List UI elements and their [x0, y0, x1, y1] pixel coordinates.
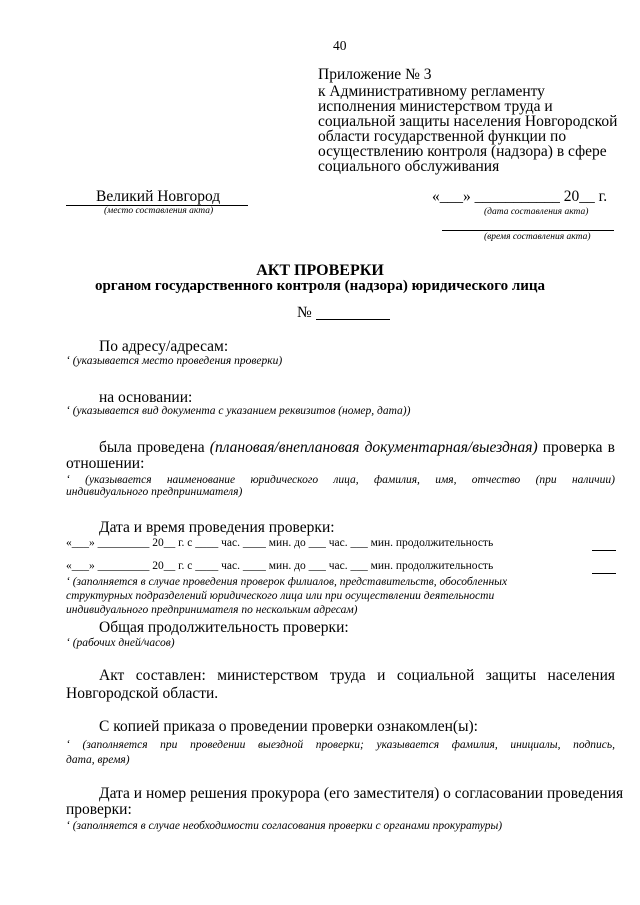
- time-caption: (время составления акта): [484, 232, 591, 242]
- order-copy-note: ‘ (заполняется при проведении выездной проверки; указывается фамилия, инициалы, подпись, дата, время): [66, 739, 615, 766]
- total-duration-note: ‘ (рабочих дней/часов): [66, 637, 175, 649]
- date-field[interactable]: [432, 188, 607, 206]
- date-day-blank: ___: [439, 188, 463, 205]
- date-caption: (дата составления акта): [484, 207, 589, 217]
- appendix-title: Приложение № 3: [318, 66, 432, 83]
- appendix-line: социальной защиты населения Новгородской: [318, 113, 618, 130]
- order-copy-note-line2: дата, время): [66, 754, 130, 766]
- datetime-row1[interactable]: «___» _________ 20__ г. с ____ час. ____ мин. до ___ час. ___ мин. продолжительность: [66, 537, 494, 549]
- appendix-line: к Административному регламенту: [318, 83, 545, 100]
- datetime-note-line3: индивидуального предпринимателя по нескольким адресам): [66, 604, 358, 616]
- prosecutor-note-text: (заполняется в случае необходимости согласования проверки с органами прокуратуры): [72, 820, 503, 832]
- datetime-note-line2: структурных подразделений юридического лица или при осуществлении деятельности: [66, 590, 495, 602]
- address-label: По адресу/адресам:: [99, 338, 229, 355]
- composed-line1: Акт составлен: министерством труда и социальной защиты населения: [99, 667, 615, 684]
- basis-label: на основании:: [99, 389, 193, 406]
- order-copy-label: С копией приказа о проведении проверки ознакомлен(ы):: [99, 718, 478, 735]
- conducted-note-line1: (указывается наименование юридического лица, фамилия, имя, отчество (при наличии): [85, 474, 615, 486]
- order-copy-note-line1: (заполняется при проведении выездной проверки; указывается фамилия, инициалы, подпись,: [82, 739, 615, 751]
- conducted-note: ‘ (указывается наименование юридического лица, фамилия, имя, отчество (при наличии) индивидуального предпринимателя): [66, 474, 615, 498]
- act-subtitle: органом государственного контроля (надзора) юридического лица: [94, 278, 546, 294]
- conducted-note-line2: индивидуального предпринимателя): [66, 486, 243, 498]
- act-number-label: №: [297, 304, 312, 321]
- act-number-blank[interactable]: [316, 319, 390, 320]
- total-duration-label: Общая продолжительность проверки:: [99, 619, 349, 636]
- date-month-blank: ___________: [474, 188, 560, 205]
- date-open-quote: «: [432, 188, 440, 205]
- appendix-line: области государственной функции по: [318, 128, 567, 145]
- datetime-row2[interactable]: «___» _________ 20__ г. с ____ час. ____ мин. до ___ час. ___ мин. продолжительность: [66, 560, 494, 572]
- datetime-label: Дата и время проведения проверки:: [99, 519, 335, 536]
- datetime-note-line1: (заполняется в случае проведения проверок филиалов, представительств, обособленных: [72, 576, 508, 588]
- duration-blank-2[interactable]: [592, 573, 616, 574]
- duration-blank-1[interactable]: [592, 550, 616, 551]
- date-year-blank: __: [579, 188, 595, 205]
- address-note: ‘ (указывается место проведения проверки): [66, 355, 283, 367]
- conducted-type: (плановая/внеплановая документарная/выездная): [209, 439, 538, 456]
- conducted-start: была проведена: [99, 439, 210, 456]
- conducted-end: проверка в: [537, 439, 615, 456]
- total-duration-note-text: (рабочих дней/часов): [72, 637, 175, 649]
- basis-note: ‘ (указывается вид документа с указанием реквизитов (номер, дата)): [66, 405, 411, 417]
- datetime-note: ‘ (заполняется в случае проведения проверок филиалов, представительств, обособленных структурных подразделений юридического лица или при осуществлении деятельности индивидуального предпринимателя по нескольким адресам): [66, 576, 508, 616]
- composed-line2: Новгородской области.: [66, 685, 219, 702]
- date-close-quote: »: [463, 188, 471, 205]
- appendix-line: осуществлению контроля (надзора) в сфере: [318, 143, 607, 160]
- page-number: 40: [333, 38, 347, 53]
- appendix-line: исполнения министерством труда и: [318, 98, 553, 115]
- date-year-prefix: 20: [563, 188, 580, 205]
- basis-note-text: (указывается вид документа с указанием реквизитов (номер, дата)): [72, 405, 411, 417]
- prosecutor-note: ‘ (заполняется в случае необходимости согласования проверки с органами прокуратуры): [66, 820, 503, 832]
- appendix-text: [318, 84, 617, 174]
- act-title: АКТ ПРОВЕРКИ: [256, 262, 384, 279]
- address-note-text: (указывается место проведения проверки): [72, 355, 283, 367]
- conducted-line2: отношении:: [66, 455, 145, 472]
- appendix-line: социального обслуживания: [318, 158, 500, 175]
- place-caption: (место составления акта): [104, 206, 214, 216]
- prosecutor-line2: проверки:: [66, 801, 132, 818]
- conducted-line1: [99, 439, 615, 457]
- date-year-suffix: г.: [598, 188, 608, 205]
- time-underline[interactable]: [442, 230, 614, 231]
- place-value: Великий Новгород: [96, 188, 221, 205]
- prosecutor-line1: Дата и номер решения прокурора (его заместителя) о согласовании проведения: [99, 785, 624, 802]
